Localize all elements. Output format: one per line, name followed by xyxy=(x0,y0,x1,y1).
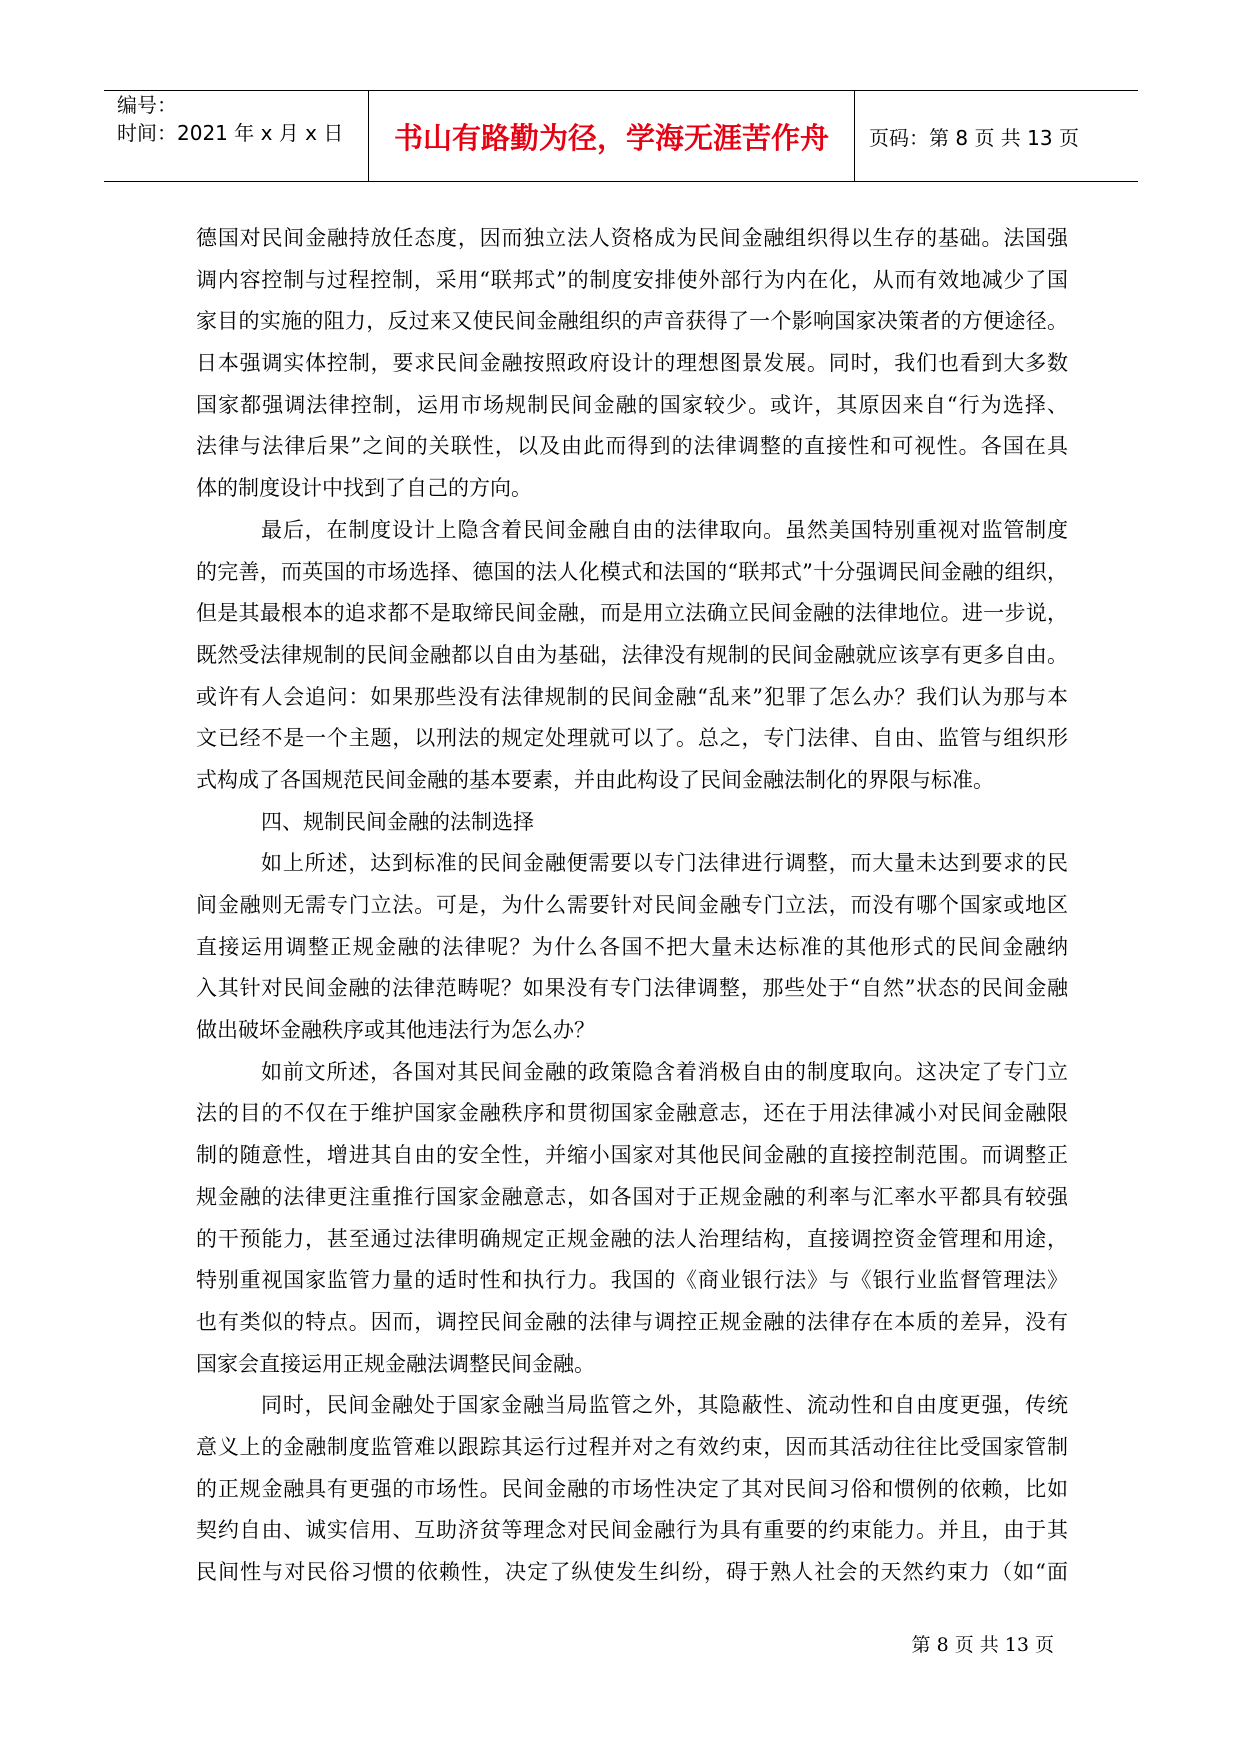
text-line: 但是其最根本的追求都不是取缔民间金融，而是用立法确立民间金融的法律地位。进一步说， xyxy=(196,601,1068,626)
text-line: 既然受法律规制的民间金融都以自由为基础，法律没有规制的民间金融就应该享有更多自由。 xyxy=(196,642,1068,667)
text-line: 日本强调实体控制，要求民间金融按照政府设计的理想图景发展。同时，我们也看到大多数 xyxy=(196,351,1068,376)
text-line: 间金融则无需专门立法。可是，为什么需要针对民间金融专门立法，而没有哪个国家或地区 xyxy=(196,893,1068,917)
serial-number-label: 编号： xyxy=(117,93,177,117)
text-line: 的完善，而英国的市场选择、德国的法人化模式和法国的“联邦式”十分强调民间金融的组织， xyxy=(196,559,1068,584)
text-line: 法的目的不仅在于维护国家金融秩序和贯彻国家金融意志，还在于用法律减小对民间金融限 xyxy=(196,1101,1068,1126)
text-line: 家目的实施的阻力，反过来又使民间金融组织的声音获得了一个影响国家决策者的方便途径。 xyxy=(196,309,1068,334)
header-motto: 书山有路勤为径，学海无涯苦作舟 xyxy=(368,91,855,181)
text-line: 国家会直接运用正规金融法调整民间金融。 xyxy=(196,1351,595,1376)
page-header xyxy=(104,90,1138,182)
text-line: 国家都强调法律控制，运用市场规制民间金融的国家较少。或许，其原因来自“行为选择、 xyxy=(196,392,1068,417)
text-line: 最后，在制度设计上隐含着民间金融自由的法律取向。虽然美国特别重视对监管制度 xyxy=(261,517,1068,542)
text-line: 文已经不是一个主题，以刑法的规定处理就可以了。总之，专门法律、自由、监管与组织形 xyxy=(196,726,1068,751)
text-line: 入其针对民间金融的法律范畴呢？如果没有专门法律调整，那些处于“自然”状态的民间金融 xyxy=(196,976,1068,1001)
paragraph xyxy=(196,218,1068,510)
text-line: 如上所述，达到标准的民间金融便需要以专门法律进行调整，而大量未达到要求的民 xyxy=(261,851,1068,876)
header-page-label: 页码：第 8 页 共 13 页 xyxy=(869,125,1079,150)
paragraph xyxy=(196,510,1068,802)
text-line: 意义上的金融制度监管难以跟踪其运行过程并对之有效约束，因而其活动往往比受国家管制 xyxy=(196,1434,1068,1459)
footer-page-number: 第 8 页 共 13 页 xyxy=(911,1634,1054,1656)
text-line: 制的随意性，增进其自由的安全性，并缩小国家对其他民间金融的直接控制范围。而调整正 xyxy=(196,1143,1068,1168)
text-line: 调内容控制与过程控制，采用“联邦式”的制度安排使外部行为内在化，从而有效地减少了国 xyxy=(196,267,1068,292)
text-line: 民间性与对民俗习惯的依赖性，决定了纵使发生纠纷，碍于熟人社会的天然约束力（如“面 xyxy=(196,1560,1068,1584)
section-heading: 四、规制民间金融的法制选择 xyxy=(261,809,534,834)
text-line: 特别重视国家监管力量的适时性和执行力。我国的《商业银行法》与《银行业监督管理法》 xyxy=(196,1268,1068,1293)
text-line: 也有类似的特点。因而，调控民间金融的法律与调控正规金融的法律存在本质的差异，没有 xyxy=(196,1309,1068,1334)
text-line: 直接运用调整正规金融的法律呢？为什么各国不把大量未达标准的其他形式的民间金融纳 xyxy=(196,934,1068,959)
text-line: 规金融的法律更注重推行国家金融意志，如各国对于正规金融的利率与汇率水平都具有较强 xyxy=(196,1184,1068,1209)
header-info-cell xyxy=(104,91,368,181)
text-line: 的干预能力，甚至通过法律明确规定正规金融的法人治理结构，直接调控资金管理和用途， xyxy=(196,1226,1068,1251)
text-line: 做出破坏金融秩序或其他违法行为怎么办？ xyxy=(196,1018,595,1043)
text-line: 体的制度设计中找到了自己的方向。 xyxy=(196,476,532,501)
text-line: 契约自由、诚实信用、互助济贫等理念对民间金融行为具有重要的约束能力。并且，由于其 xyxy=(196,1518,1068,1543)
text-line: 或许有人会追问：如果那些没有法律规制的民间金融“乱来”犯罪了怎么办？我们认为那与本 xyxy=(196,684,1068,709)
body-text xyxy=(196,218,1068,1594)
text-line: 德国对民间金融持放任态度，因而独立法人资格成为民间金融组织得以生存的基础。法国强 xyxy=(196,226,1068,250)
paragraph xyxy=(196,843,1068,1051)
text-line: 如前文所述，各国对其民间金融的政策隐含着消极自由的制度取向。这决定了专门立 xyxy=(261,1059,1068,1084)
text-line: 的正规金融具有更强的市场性。民间金融的市场性决定了其对民间习俗和惯例的依赖，比如 xyxy=(196,1476,1068,1501)
text-line: 法律与法律后果”之间的关联性，以及由此而得到的法律调整的直接性和可视性。各国在具 xyxy=(196,434,1068,459)
paragraph xyxy=(196,1385,1068,1593)
header-page-cell xyxy=(855,91,1138,181)
text-line: 式构成了各国规范民间金融的基本要素，并由此构设了民间金融法制化的界限与标准。 xyxy=(196,767,994,792)
paragraph xyxy=(196,1052,1068,1386)
text-line: 同时，民间金融处于国家金融当局监管之外，其隐蔽性、流动性和自由度更强，传统 xyxy=(261,1393,1068,1418)
page-footer xyxy=(912,1633,1054,1657)
date-label: 时间：2021 年 x 月 x 日 xyxy=(117,121,344,145)
